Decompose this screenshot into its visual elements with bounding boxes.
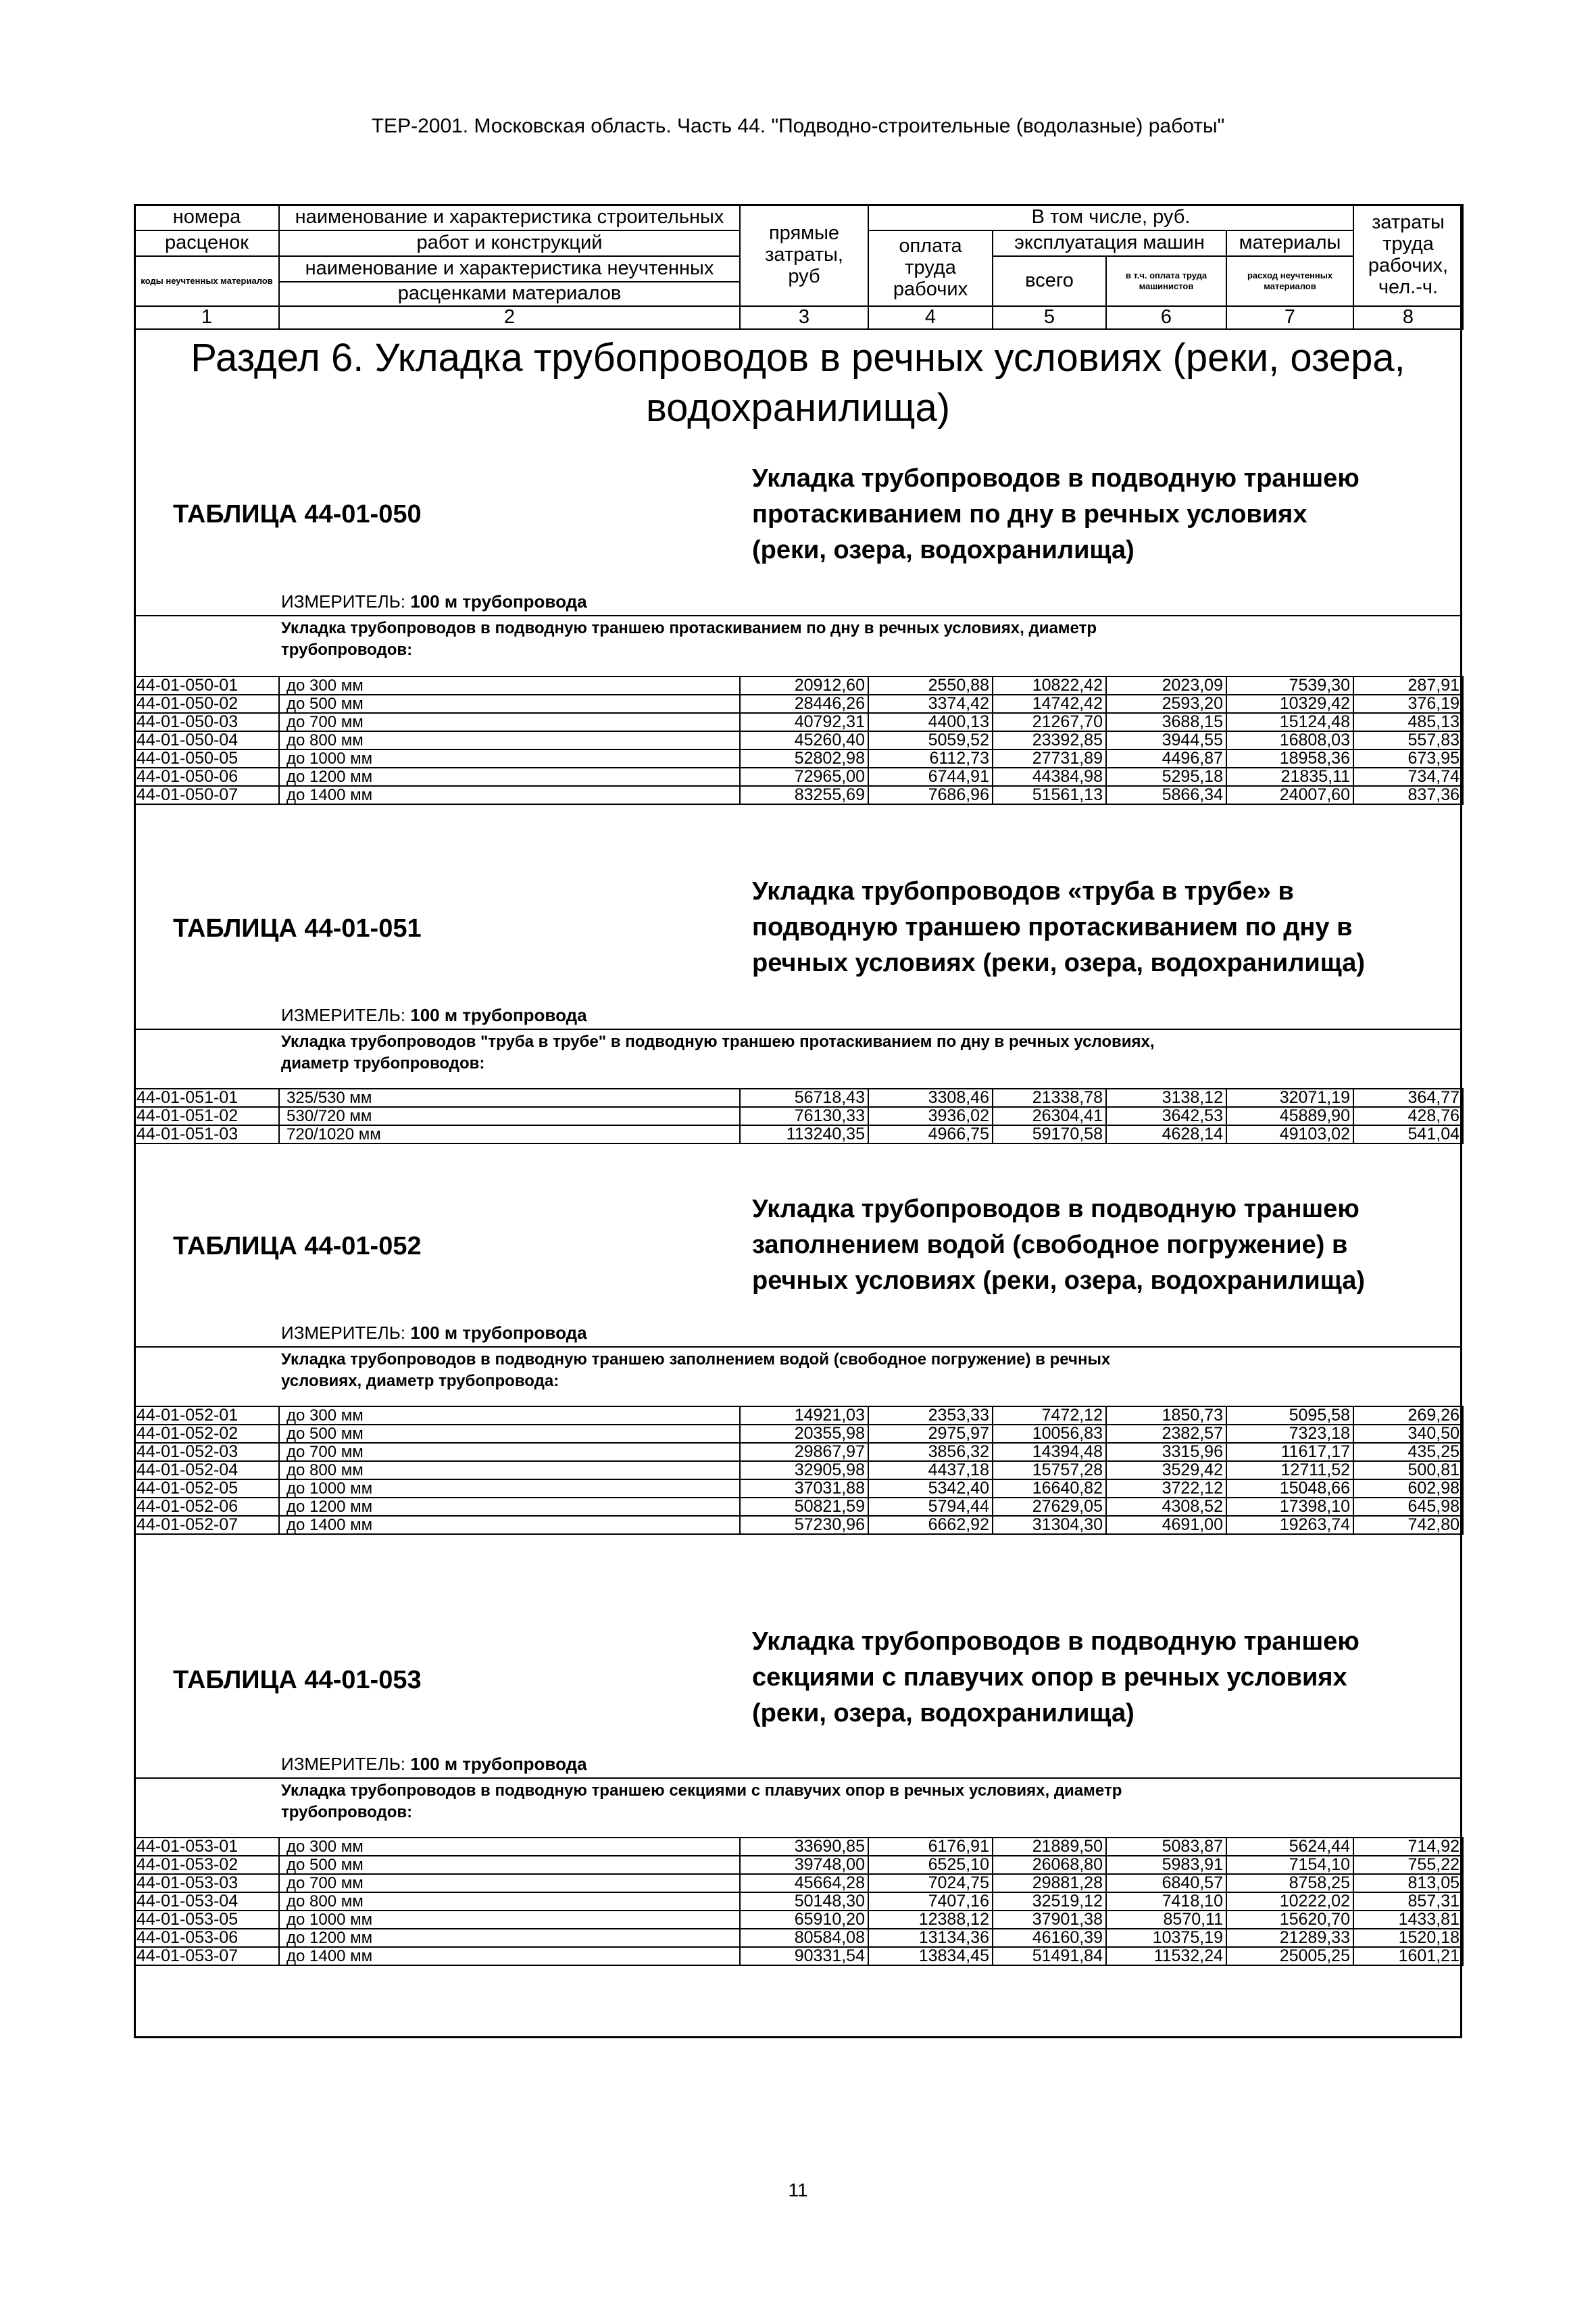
machines-total-cell: 27629,05 [993,1498,1106,1516]
work-name-cell: до 1200 мм [279,1929,740,1947]
work-name-cell: до 300 мм [279,1406,740,1425]
measure-label: ИЗМЕРИТЕЛЬ: [281,591,405,612]
rate-code-cell: 44-01-053-06 [134,1929,279,1947]
group-heading-line: условиях, диаметр трубопровода: [281,1372,559,1391]
labor-pay-cell: 5794,44 [868,1498,993,1516]
materials-cell: 15620,70 [1226,1911,1353,1929]
machines-labor-cell: 3529,42 [1106,1461,1226,1479]
labor-pay-cell: 4400,13 [868,713,993,731]
measure-value: 100 м трубопровода [410,1754,587,1774]
labor-pay-cell: 6744,91 [868,768,993,786]
work-name-cell: до 800 мм [279,1461,740,1479]
machines-labor-cell: 3315,96 [1106,1443,1226,1461]
hdr-machines: эксплуатация машин [993,230,1226,256]
group-divider [134,615,1462,616]
machines-labor-cell: 6840,57 [1106,1874,1226,1892]
materials-cell: 10329,42 [1226,695,1353,713]
materials-cell: 49103,02 [1226,1125,1353,1143]
labor-pay-cell: 7024,75 [868,1874,993,1892]
rate-code-cell: 44-01-052-01 [134,1406,279,1425]
rates-data-table [134,1837,1464,1966]
measure-unit [281,1754,587,1775]
rate-code-cell: 44-01-050-06 [134,768,279,786]
rate-code-cell: 44-01-050-05 [134,749,279,768]
hdr-col2-bottom-b: расценками материалов [279,282,740,306]
direct-costs-cell: 76130,33 [740,1107,868,1125]
work-name-cell: до 500 мм [279,1856,740,1874]
group-heading [281,1349,1430,1393]
table-row [134,1947,1463,1965]
work-name-cell: 720/1020 мм [279,1125,740,1143]
rate-code-cell: 44-01-051-01 [134,1089,279,1107]
labor-pay-cell: 7686,96 [868,786,993,804]
materials-cell: 5095,58 [1226,1406,1353,1425]
materials-cell: 10222,02 [1226,1892,1353,1911]
labor-hours-cell: 269,26 [1353,1406,1463,1425]
direct-costs-cell: 14921,03 [740,1406,868,1425]
hdr-machines-total: всего [993,256,1106,306]
labor-pay-cell: 5059,52 [868,731,993,749]
table-title-line: Укладка трубопроводов в подводную траншею [752,1627,1360,1656]
direct-costs-cell: 40792,31 [740,713,868,731]
rate-code-cell: 44-01-053-01 [134,1838,279,1856]
table-row [134,1443,1463,1461]
hdr-num-4: 4 [868,306,993,329]
work-name-cell: до 300 мм [279,676,740,695]
work-name-cell: до 800 мм [279,1892,740,1911]
labor-hours-cell: 673,95 [1353,749,1463,768]
table-row [134,1461,1463,1479]
measure-value: 100 м трубопровода [410,1005,587,1025]
hdr-num-6: 6 [1106,306,1226,329]
labor-hours-cell: 645,98 [1353,1498,1463,1516]
page-number: 11 [788,2180,808,2200]
machines-total-cell: 51561,13 [993,786,1106,804]
group-heading-line: Укладка трубопроводов "труба в трубе" в подводную траншею протаскиванием по дну в речных условиях, [281,1033,1155,1051]
labor-pay-cell: 12388,12 [868,1911,993,1929]
table-row [134,676,1463,695]
table-row [134,1911,1463,1929]
rate-code-cell: 44-01-051-03 [134,1125,279,1143]
hdr-labor-cost: затраты труда рабочих, чел.-ч. [1353,205,1463,306]
labor-hours-cell: 364,77 [1353,1089,1463,1107]
table-title-line: Укладка трубопроводов в подводную траншею [752,1195,1360,1223]
labor-hours-cell: 742,80 [1353,1516,1463,1534]
table-title [752,461,1455,569]
rate-code-cell: 44-01-053-04 [134,1892,279,1911]
group-heading [281,1031,1430,1075]
table-title-line: речных условиях (реки, озера, водохранилища) [752,1266,1366,1296]
machines-total-cell: 21338,78 [993,1089,1106,1107]
measure-value: 100 м трубопровода [410,1323,587,1343]
machines-labor-cell: 2593,20 [1106,695,1226,713]
machines-total-cell: 29881,28 [993,1874,1106,1892]
labor-hours-cell: 428,76 [1353,1107,1463,1125]
labor-hours-cell: 376,19 [1353,695,1463,713]
table-row [134,768,1463,786]
machines-labor-cell: 4691,00 [1106,1516,1226,1534]
table-title-line: (реки, озера, водохранилища) [752,536,1134,565]
work-name-cell: до 1000 мм [279,749,740,768]
measure-unit [281,591,587,612]
materials-cell: 15048,66 [1226,1479,1353,1498]
table-title-line: Укладка трубопроводов в подводную траншею [752,464,1360,493]
measure-label: ИЗМЕРИТЕЛЬ: [281,1323,405,1343]
materials-cell: 21835,11 [1226,768,1353,786]
machines-labor-cell: 5295,18 [1106,768,1226,786]
table-title-line: речных условиях (реки, озера, водохранилища) [752,949,1366,978]
table-title [752,1191,1455,1300]
machines-labor-cell: 3688,15 [1106,713,1226,731]
materials-cell: 7154,10 [1226,1856,1353,1874]
rate-code-cell: 44-01-050-02 [134,695,279,713]
measure-unit [281,1323,587,1344]
rates-data-table [134,676,1464,805]
machines-total-cell: 26068,80 [993,1856,1106,1874]
materials-cell: 11617,17 [1226,1443,1353,1461]
labor-pay-cell: 2353,33 [868,1406,993,1425]
machines-total-cell: 23392,85 [993,731,1106,749]
direct-costs-cell: 90331,54 [740,1947,868,1965]
labor-pay-cell: 3856,32 [868,1443,993,1461]
labor-hours-cell: 541,04 [1353,1125,1463,1143]
rate-code-cell: 44-01-052-07 [134,1516,279,1534]
direct-costs-cell: 50148,30 [740,1892,868,1911]
work-name-cell: до 1200 мм [279,768,740,786]
table-row [134,786,1463,804]
machines-labor-cell: 3642,53 [1106,1107,1226,1125]
rate-code-cell: 44-01-050-01 [134,676,279,695]
direct-costs-cell: 28446,26 [740,695,868,713]
direct-costs-cell: 113240,35 [740,1125,868,1143]
machines-total-cell: 21889,50 [993,1838,1106,1856]
machines-total-cell: 44384,98 [993,768,1106,786]
machines-labor-cell: 10375,19 [1106,1929,1226,1947]
labor-hours-cell: 1520,18 [1353,1929,1463,1947]
table-row [134,731,1463,749]
direct-costs-cell: 56718,43 [740,1089,868,1107]
group-heading-line: трубопроводов: [281,1803,413,1822]
labor-pay-cell: 4966,75 [868,1125,993,1143]
section-title-line1: Раздел 6. Укладка трубопроводов в речных условиях (реки, озера, [191,336,1405,380]
labor-pay-cell: 13134,36 [868,1929,993,1947]
materials-cell: 7323,18 [1226,1425,1353,1443]
hdr-num-1: 1 [134,306,279,329]
machines-total-cell: 27731,89 [993,749,1106,768]
machines-labor-cell: 8570,11 [1106,1911,1226,1929]
direct-costs-cell: 57230,96 [740,1516,868,1534]
machines-labor-cell: 4496,87 [1106,749,1226,768]
materials-cell: 7539,30 [1226,676,1353,695]
rate-code-cell: 44-01-052-02 [134,1425,279,1443]
group-heading-line: диаметр трубопроводов: [281,1054,485,1073]
work-name-cell: до 500 мм [279,1425,740,1443]
table-row [134,1856,1463,1874]
materials-cell: 17398,10 [1226,1498,1353,1516]
machines-labor-cell: 1850,73 [1106,1406,1226,1425]
labor-hours-cell: 485,13 [1353,713,1463,731]
table-code: ТАБЛИЦА 44-01-052 [173,1232,422,1260]
labor-hours-cell: 602,98 [1353,1479,1463,1498]
labor-hours-cell: 1433,81 [1353,1911,1463,1929]
group-divider [134,1029,1462,1030]
materials-cell: 18958,36 [1226,749,1353,768]
table-row [134,1929,1463,1947]
table-row [134,1125,1463,1143]
labor-pay-cell: 3936,02 [868,1107,993,1125]
measure-label: ИЗМЕРИТЕЛЬ: [281,1754,405,1774]
table-title-line: Укладка трубопроводов «труба в трубе» в [752,877,1294,906]
group-divider [134,1346,1462,1348]
group-divider [134,1777,1462,1779]
materials-cell: 24007,60 [1226,786,1353,804]
materials-cell: 8758,25 [1226,1874,1353,1892]
direct-costs-cell: 33690,85 [740,1838,868,1856]
rate-code-cell: 44-01-050-04 [134,731,279,749]
work-name-cell: до 300 мм [279,1838,740,1856]
hdr-num-8: 8 [1353,306,1463,329]
labor-hours-cell: 813,05 [1353,1874,1463,1892]
work-name-cell: до 1000 мм [279,1911,740,1929]
hdr-num-5: 5 [993,306,1106,329]
rate-code-cell: 44-01-050-03 [134,713,279,731]
machines-total-cell: 32519,12 [993,1892,1106,1911]
group-heading [281,618,1430,662]
labor-hours-cell: 837,36 [1353,786,1463,804]
section-title-line2: водохранилища) [645,386,951,430]
machines-labor-cell: 2382,57 [1106,1425,1226,1443]
materials-cell: 45889,90 [1226,1107,1353,1125]
machines-labor-cell: 3138,12 [1106,1089,1226,1107]
rate-code-cell: 44-01-053-07 [134,1947,279,1965]
rate-code-cell: 44-01-053-02 [134,1856,279,1874]
direct-costs-cell: 65910,20 [740,1911,868,1929]
rate-code-cell: 44-01-052-03 [134,1443,279,1461]
group-heading-line: Укладка трубопроводов в подводную траншею протаскиванием по дну в речных условиях, диаметр [281,619,1097,637]
hdr-num-7: 7 [1226,306,1353,329]
materials-cell: 12711,52 [1226,1461,1353,1479]
machines-total-cell: 14742,42 [993,695,1106,713]
machines-total-cell: 46160,39 [993,1929,1106,1947]
labor-pay-cell: 6112,73 [868,749,993,768]
table-row [134,1892,1463,1911]
table-code: ТАБЛИЦА 44-01-051 [173,914,422,943]
work-name-cell: до 700 мм [279,1443,740,1461]
table-row [134,1479,1463,1498]
labor-pay-cell: 5342,40 [868,1479,993,1498]
table-row [134,1107,1463,1125]
labor-pay-cell: 3374,42 [868,695,993,713]
table-row [134,1089,1463,1107]
hdr-num-2: 2 [279,306,740,329]
hdr-col2-top-b: работ и конструкций [279,230,740,256]
table-title-line: протаскиванием по дну в речных условиях [752,500,1307,529]
table-row [134,1406,1463,1425]
labor-hours-cell: 857,31 [1353,1892,1463,1911]
direct-costs-cell: 72965,00 [740,768,868,786]
materials-cell: 15124,48 [1226,713,1353,731]
machines-labor-cell: 5983,91 [1106,1856,1226,1874]
direct-costs-cell: 50821,59 [740,1498,868,1516]
page-header: ТЕР-2001. Московская область. Часть 44. "Подводно-строительные (водолазные) работы" [371,115,1225,137]
rate-code-cell: 44-01-051-02 [134,1107,279,1125]
machines-labor-cell: 11532,24 [1106,1947,1226,1965]
table-row [134,1498,1463,1516]
materials-cell: 19263,74 [1226,1516,1353,1534]
table-row [134,1874,1463,1892]
group-heading-line: Укладка трубопроводов в подводную траншею заполнением водой (свободное погружение) в речных [281,1350,1111,1369]
machines-labor-cell: 4628,14 [1106,1125,1226,1143]
hdr-materials-sub: расход неучтенных материалов [1226,256,1353,306]
work-name-cell: до 700 мм [279,1874,740,1892]
table-title [752,1624,1455,1732]
table-title-line: заполнением водой (свободное погружение) в [752,1231,1348,1260]
hdr-num-3: 3 [740,306,868,329]
machines-total-cell: 14394,48 [993,1443,1106,1461]
labor-pay-cell: 7407,16 [868,1892,993,1911]
machines-total-cell: 15757,28 [993,1461,1106,1479]
rates-data-table [134,1088,1464,1144]
table-title-line: подводную траншею протаскиванием по дну в [752,913,1353,942]
work-name-cell: до 1200 мм [279,1498,740,1516]
group-heading [281,1780,1430,1824]
rate-code-cell: 44-01-052-06 [134,1498,279,1516]
hdr-col1-top: номера [134,205,279,230]
labor-pay-cell: 4437,18 [868,1461,993,1479]
group-heading-line: трубопроводов: [281,641,413,660]
materials-cell: 5624,44 [1226,1838,1353,1856]
table-title-line: (реки, озера, водохранилища) [752,1699,1134,1728]
direct-costs-cell: 45664,28 [740,1874,868,1892]
rate-code-cell: 44-01-052-04 [134,1461,279,1479]
rate-code-cell: 44-01-053-05 [134,1911,279,1929]
machines-total-cell: 21267,70 [993,713,1106,731]
hdr-labor-pay: оплата труда рабочих [868,230,993,306]
rate-code-cell: 44-01-050-07 [134,786,279,804]
table-title-line: секциями с плавучих опор в речных условиях [752,1663,1347,1692]
labor-pay-cell: 2975,97 [868,1425,993,1443]
machines-labor-cell: 4308,52 [1106,1498,1226,1516]
machines-labor-cell: 5083,87 [1106,1838,1226,1856]
group-heading-line: Укладка трубопроводов в подводную траншею секциями с плавучих опор в речных условиях, диаметр [281,1781,1122,1800]
rate-code-cell: 44-01-053-03 [134,1874,279,1892]
column-header-table [134,204,1464,330]
labor-pay-cell: 3308,46 [868,1089,993,1107]
machines-total-cell: 37901,38 [993,1911,1106,1929]
machines-total-cell: 10822,42 [993,676,1106,695]
table-code: ТАБЛИЦА 44-01-050 [173,500,422,528]
measure-unit [281,1005,587,1026]
work-name-cell: до 1400 мм [279,786,740,804]
machines-total-cell: 26304,41 [993,1107,1106,1125]
table-code: ТАБЛИЦА 44-01-053 [173,1666,422,1694]
direct-costs-cell: 29867,97 [740,1443,868,1461]
work-name-cell: 530/720 мм [279,1107,740,1125]
materials-cell: 25005,25 [1226,1947,1353,1965]
hdr-materials: материалы [1226,230,1353,256]
direct-costs-cell: 83255,69 [740,786,868,804]
work-name-cell: до 1400 мм [279,1516,740,1534]
table-row [134,695,1463,713]
table-title [752,874,1455,982]
machines-labor-cell: 7418,10 [1106,1892,1226,1911]
hdr-machines-incl: в т.ч. оплата труда машинистов [1106,256,1226,306]
machines-total-cell: 7472,12 [993,1406,1106,1425]
direct-costs-cell: 37031,88 [740,1479,868,1498]
rate-code-cell: 44-01-052-05 [134,1479,279,1498]
materials-cell: 32071,19 [1226,1089,1353,1107]
labor-pay-cell: 13834,45 [868,1947,993,1965]
machines-total-cell: 59170,58 [993,1125,1106,1143]
direct-costs-cell: 80584,08 [740,1929,868,1947]
labor-hours-cell: 714,92 [1353,1838,1463,1856]
measure-value: 100 м трубопровода [410,591,587,612]
measure-label: ИЗМЕРИТЕЛЬ: [281,1005,405,1025]
machines-total-cell: 31304,30 [993,1516,1106,1534]
machines-total-cell: 10056,83 [993,1425,1106,1443]
machines-total-cell: 51491,84 [993,1947,1106,1965]
table-row [134,713,1463,731]
section-title [134,333,1462,433]
labor-pay-cell: 6525,10 [868,1856,993,1874]
materials-cell: 16808,03 [1226,731,1353,749]
materials-cell: 21289,33 [1226,1929,1353,1947]
work-name-cell: до 500 мм [279,695,740,713]
machines-labor-cell: 3944,55 [1106,731,1226,749]
labor-hours-cell: 734,74 [1353,768,1463,786]
hdr-col1-bottom: коды неучтенных материалов [134,256,279,306]
labor-pay-cell: 2550,88 [868,676,993,695]
table-row [134,1838,1463,1856]
direct-costs-cell: 20912,60 [740,676,868,695]
machines-labor-cell: 2023,09 [1106,676,1226,695]
hdr-col2-top-a: наименование и характеристика строительных [279,205,740,230]
table-row [134,749,1463,768]
direct-costs-cell: 45260,40 [740,731,868,749]
labor-hours-cell: 755,22 [1353,1856,1463,1874]
hdr-col1-mid: расценок [134,230,279,256]
hdr-col2-bottom-a: наименование и характеристика неучтенных [279,256,740,282]
labor-pay-cell: 6176,91 [868,1838,993,1856]
table-row [134,1516,1463,1534]
table-row [134,1425,1463,1443]
direct-costs-cell: 52802,98 [740,749,868,768]
labor-hours-cell: 500,81 [1353,1461,1463,1479]
labor-hours-cell: 1601,21 [1353,1947,1463,1965]
labor-hours-cell: 557,83 [1353,731,1463,749]
direct-costs-cell: 20355,98 [740,1425,868,1443]
labor-hours-cell: 435,25 [1353,1443,1463,1461]
work-name-cell: до 700 мм [279,713,740,731]
work-name-cell: до 1000 мм [279,1479,740,1498]
direct-costs-cell: 32905,98 [740,1461,868,1479]
labor-hours-cell: 287,91 [1353,676,1463,695]
work-name-cell: 325/530 мм [279,1089,740,1107]
work-name-cell: до 1400 мм [279,1947,740,1965]
direct-costs-cell: 39748,00 [740,1856,868,1874]
rates-data-table [134,1406,1464,1535]
hdr-in-total: В том числе, руб. [868,205,1353,230]
labor-pay-cell: 6662,92 [868,1516,993,1534]
machines-total-cell: 16640,82 [993,1479,1106,1498]
machines-labor-cell: 3722,12 [1106,1479,1226,1498]
hdr-direct-costs: прямые затраты, руб [740,205,868,306]
labor-hours-cell: 340,50 [1353,1425,1463,1443]
work-name-cell: до 800 мм [279,731,740,749]
machines-labor-cell: 5866,34 [1106,786,1226,804]
